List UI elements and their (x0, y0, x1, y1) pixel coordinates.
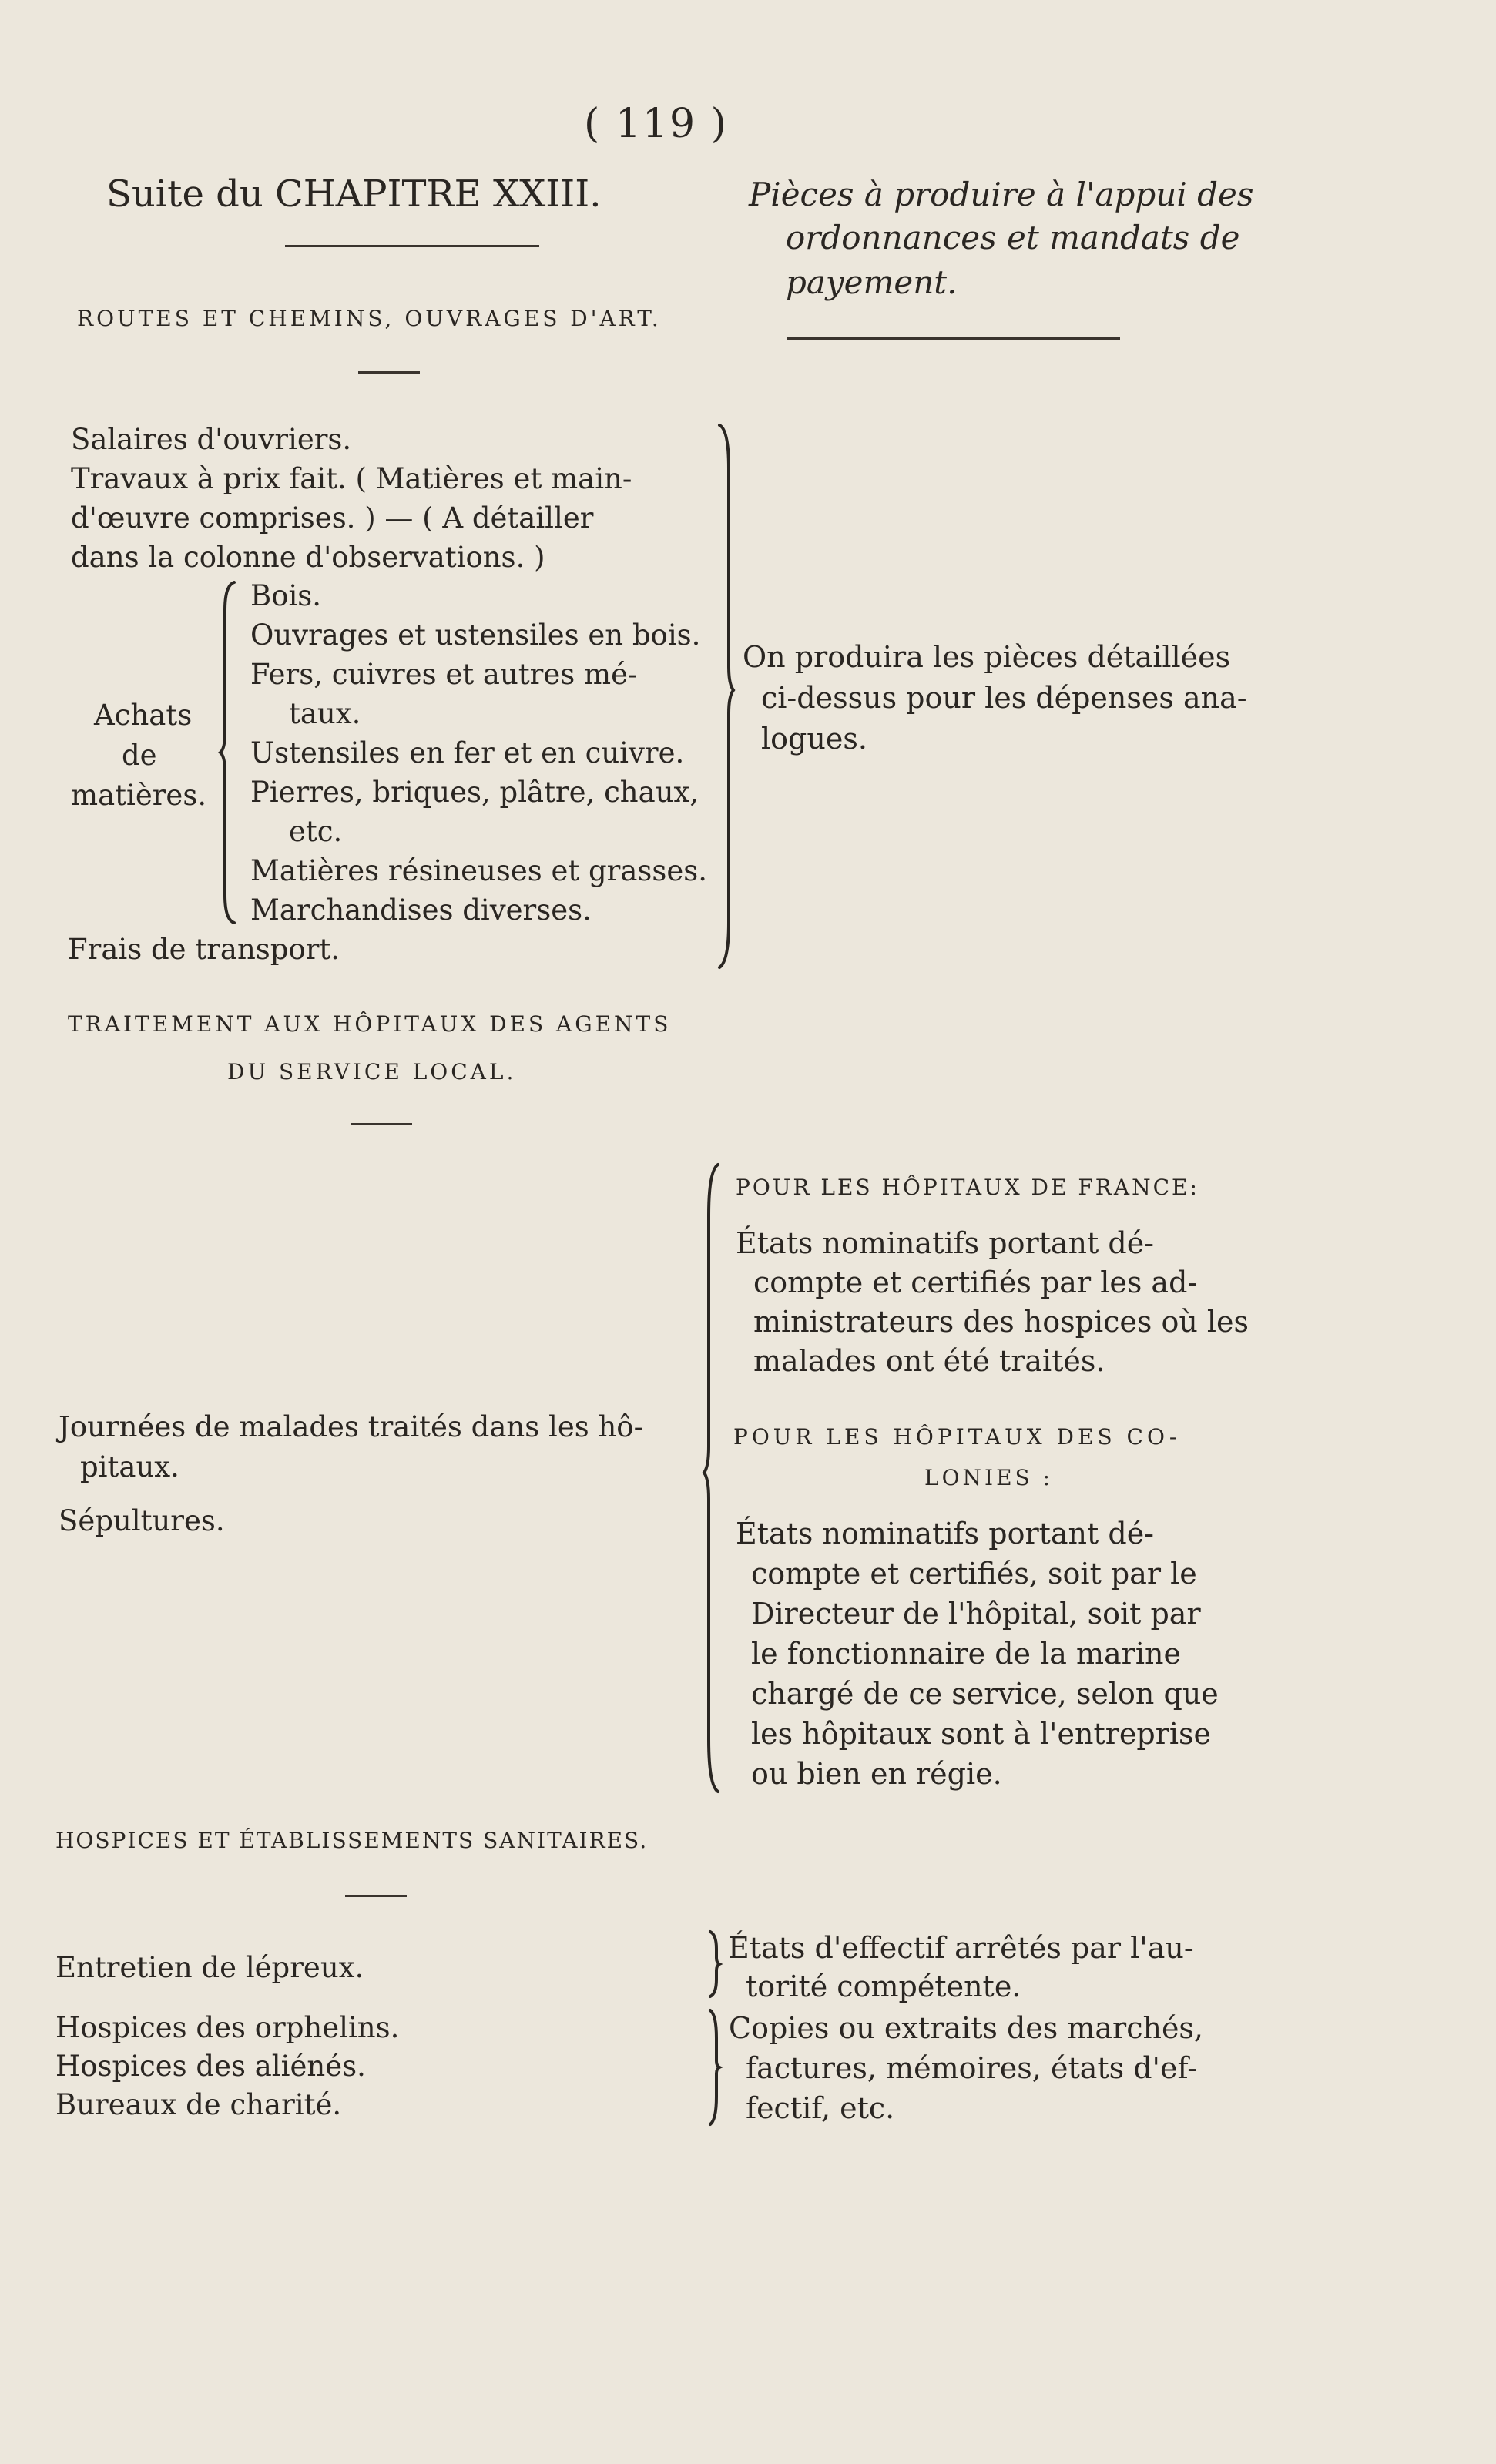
material-3: Fers, cuivres et autres mé- (250, 658, 638, 691)
hospices-alienes: Hospices des aliénés. (55, 2050, 366, 2083)
material-2: Ouvrages et ustensiles en bois. (250, 619, 701, 652)
colonies-text-7: ou bien en régie. (751, 1757, 1002, 1791)
bureaux-charite: Bureaux de charité. (55, 2088, 342, 2121)
routes-item-3: d'œuvre comprises. ) — ( A détailler (71, 501, 594, 535)
right-title-line-2: ordonnances et mandats de (786, 219, 1240, 256)
colonies-text-6: les hôpitaux sont à l'entreprise (751, 1717, 1212, 1751)
entretien-lepreux: Entretien de lépreux. (55, 1951, 364, 1984)
routes-note-3: logues. (761, 722, 867, 756)
france-heading: POUR LES HÔPITAUX DE FRANCE: (736, 1175, 1199, 1200)
right-title-line-1: Pièces à produire à l'appui des (749, 176, 1254, 213)
lepreux-brace (707, 1929, 723, 2000)
achats-label-2: de (122, 739, 157, 772)
sepultures: Sépultures. (59, 1504, 225, 1537)
routes-right-brace (716, 422, 735, 971)
routes-note-2: ci-dessus pour les dépenses ana- (761, 681, 1247, 715)
routes-item-1: Salaires d'ouvriers. (71, 423, 352, 456)
colonies-text-3: Directeur de l'hôpital, soit par (751, 1597, 1201, 1631)
routes-heading-rule (358, 371, 420, 374)
material-5: Ustensiles en fer et en cuivre. (250, 736, 685, 769)
right-title-line-3: payement. (786, 263, 958, 301)
hopitaux-heading-2: DU SERVICE LOCAL. (227, 1059, 517, 1084)
achats-label-1: Achats (94, 699, 193, 732)
france-text-1: États nominatifs portant dé- (736, 1226, 1155, 1260)
france-text-3: ministrateurs des hospices où les (753, 1305, 1249, 1339)
material-4: taux. (289, 697, 361, 730)
hospices-orphelins: Hospices des orphelins. (55, 2011, 400, 2044)
material-9: Marchandises diverses. (250, 893, 592, 927)
routes-heading: ROUTES ET CHEMINS, OUVRAGES D'ART. (77, 306, 662, 331)
hospices-heading: HOSPICES ET ÉTABLISSEMENTS SANITAIRES. (55, 1828, 649, 1853)
colonies-text-2: compte et certifiés, soit par le (751, 1557, 1197, 1591)
hospices-heading-rule (345, 1895, 407, 1897)
routes-note-1: On produira les pièces détaillées (743, 640, 1231, 674)
frais-transport: Frais de transport. (68, 933, 340, 966)
colonies-text-1: États nominatifs portant dé- (736, 1517, 1155, 1550)
hopitaux-heading-rule (351, 1123, 412, 1125)
material-8: Matières résineuses et grasses. (250, 854, 708, 887)
colonies-text-5: chargé de ce service, selon que (751, 1677, 1219, 1711)
page-number: ( 119 ) (584, 101, 728, 147)
material-7: etc. (289, 815, 343, 848)
colonies-text-4: le fonctionnaire de la marine (751, 1637, 1181, 1671)
others-brace (707, 2007, 723, 2127)
routes-item-2: Travaux à prix fait. ( Matières et main- (71, 462, 632, 495)
hopitaux-heading-1: TRAITEMENT AUX HÔPITAUX DES AGENTS (68, 1011, 672, 1037)
colonies-heading-1: POUR LES HÔPITAUX DES CO- (733, 1424, 1181, 1450)
material-1: Bois. (250, 579, 322, 612)
lepreux-pieces-1: États d'effectif arrêtés par l'au- (728, 1931, 1194, 1965)
journees-1: Journées de malades traités dans les hô- (59, 1410, 644, 1443)
others-pieces-1: Copies ou extraits des marchés, (729, 2011, 1204, 2045)
lepreux-pieces-2: torité compétente. (746, 1970, 1021, 2003)
materials-brace (219, 579, 237, 926)
routes-item-4: dans la colonne d'observations. ) (71, 541, 545, 574)
journees-2: pitaux. (80, 1450, 179, 1483)
chapter-title: Suite du CHAPITRE XXIII. (106, 173, 602, 216)
hopitaux-right-brace (703, 1162, 721, 1795)
chapter-underline (285, 245, 539, 247)
france-text-4: malades ont été traités. (753, 1344, 1105, 1378)
right-title-underline (787, 337, 1120, 340)
achats-label-3: matières. (71, 779, 207, 812)
colonies-heading-2: LONIES : (924, 1465, 1054, 1490)
others-pieces-3: fectif, etc. (746, 2091, 895, 2125)
others-pieces-2: factures, mémoires, états d'ef- (746, 2051, 1198, 2085)
france-text-2: compte et certifiés par les ad- (753, 1266, 1198, 1299)
material-6: Pierres, briques, plâtre, chaux, (250, 776, 699, 809)
